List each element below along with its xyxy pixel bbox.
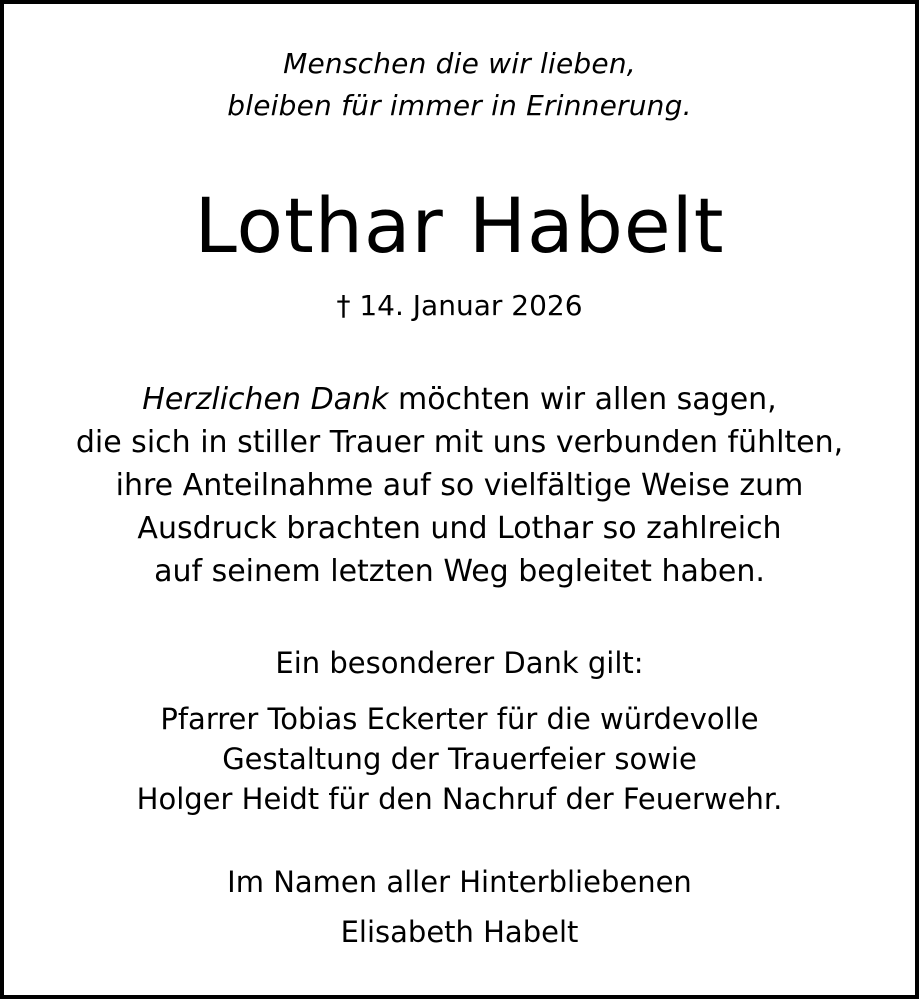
- signature-intro: Im Namen aller Hinterbliebenen: [227, 865, 692, 899]
- motto-line-2: bleiben für immer in Erinnerung.: [227, 89, 692, 122]
- message-line-5: auf seinem letzten Weg begleitet haben.: [154, 554, 765, 589]
- deceased-name: Lothar Habelt: [194, 181, 725, 270]
- message-line-4: Ausdruck brachten und Lothar so zahlreich: [137, 511, 782, 546]
- message-line-1-rest: möchten wir allen sagen,: [388, 382, 777, 417]
- death-date: † 14. Januar 2026: [336, 289, 583, 322]
- special-thanks-line-3: Holger Heidt für den Nachruf der Feuerwehr.: [136, 782, 783, 816]
- special-thanks-heading: Ein besonderer Dank gilt:: [275, 646, 644, 680]
- message-emphasis: Herzlichen Dank: [142, 382, 389, 417]
- message-line-2: die sich in stiller Trauer mit uns verbunden fühlten,: [75, 425, 844, 460]
- signature-name: Elisabeth Habelt: [340, 915, 579, 949]
- special-thanks-line-2: Gestaltung der Trauerfeier sowie: [222, 742, 697, 776]
- special-thanks-line-1: Pfarrer Tobias Eckerter für die würdevolle: [160, 702, 759, 736]
- message-line-3: ihre Anteilnahme auf so vielfältige Weise zum: [115, 468, 804, 503]
- message-line-1: [4, 382, 915, 417]
- motto-line-1: Menschen die wir lieben,: [283, 47, 636, 80]
